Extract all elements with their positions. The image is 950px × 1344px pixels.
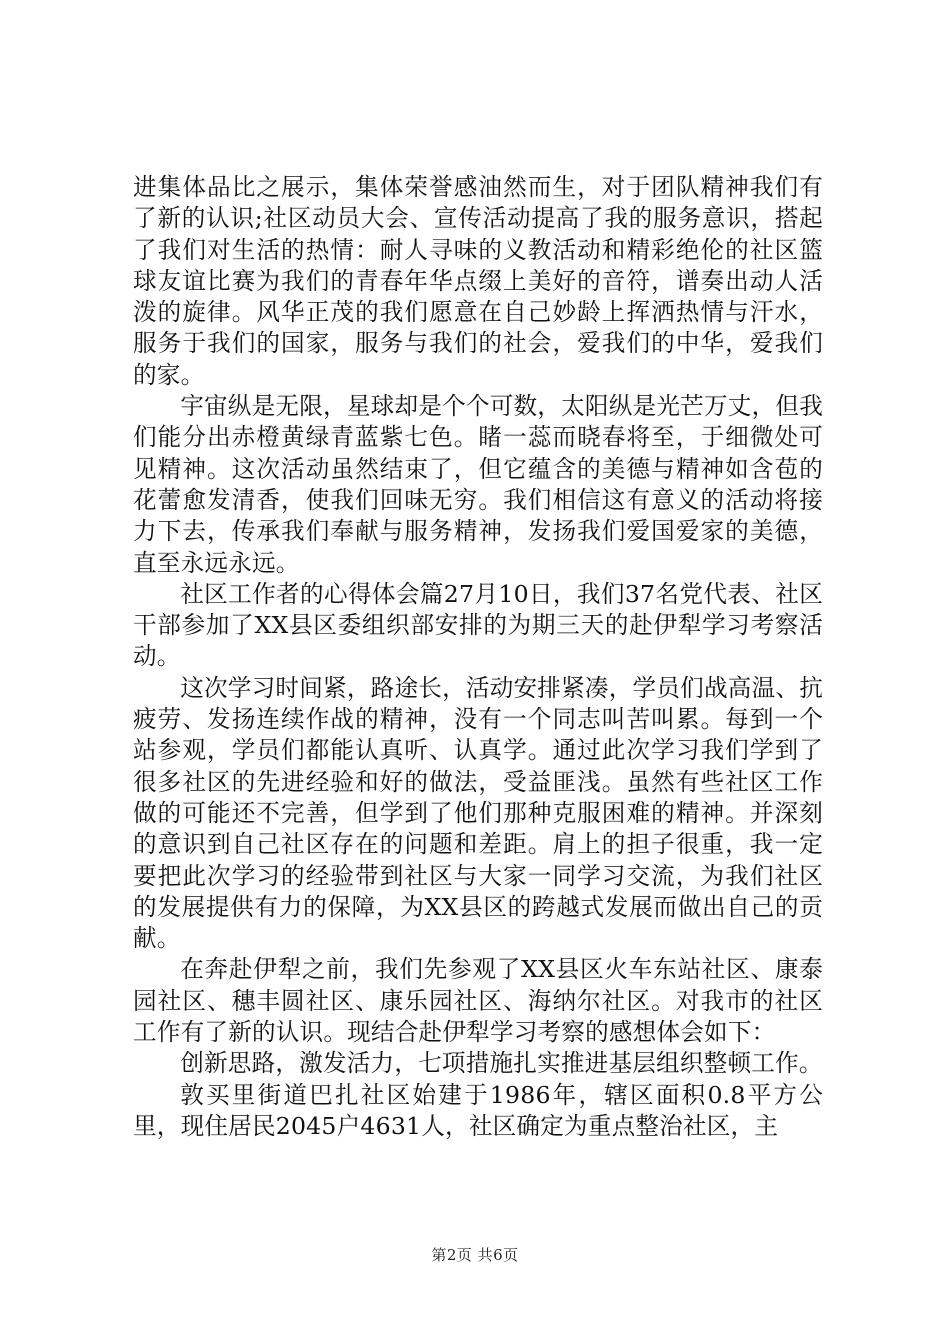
paragraph-4: 这次学习时间紧，路途长，活动安排紧凑，学员们战高温、抗疲劳、发扬连续作战的精神，没有一个同志叫苦叫累。每到一个站参观，学员们都能认真听、认真学。通过此次学习我们学到了很多社区的先进经验和好的做法，受益匪浅。虽然有些社区工作做的可能还不完善，但学到了他们那种克服困难的精神。并深刻的意识到自己社区存在的问题和差距。肩上的担子很重，我一定要把此次学习的经验带到社区与大家一同学习交流，为我们社区的发展提供有力的保障，为XX县区的跨越式发展而做出自己的贡献。 bbox=[133, 673, 823, 953]
document-body bbox=[133, 172, 823, 1142]
paragraph-1: 进集体品比之展示，集体荣誉感油然而生，对于团队精神我们有了新的认识;社区动员大会、宣传活动提高了我的服务意识，搭起了我们对生活的热情：耐人寻味的义教活动和精彩绝伦的社区篮球友谊比赛为我们的青春年华点缀上美好的音符，谱奏出动人活泼的旋律。风华正茂的我们愿意在自己妙龄上挥洒热情与汗水，服务于我们的国家，服务与我们的社会，爱我们的中华，爱我们的家。 bbox=[133, 173, 823, 389]
paragraph-5: 在奔赴伊犁之前，我们先参观了XX县区火车东站社区、康泰园社区、穗丰圆社区、康乐园社区、海纳尔社区。对我市的社区工作有了新的认识。现结合赴伊犁学习考察的感想体会如下： bbox=[133, 955, 823, 1047]
page-number-footer: 第2页 共6页 bbox=[431, 1246, 519, 1264]
paragraph-3: 社区工作者的心得体会篇27月10日，我们37名党代表、社区干部参加了XX县区委组织部安排的为期三天的赴伊犁学习考察活动。 bbox=[133, 579, 823, 671]
paragraph-7: 敦买里街道巴扎社区始建于1986年，辖区面积0.8平方公里，现住居民2045户4631人，社区确定为重点整治社区，主 bbox=[133, 1080, 823, 1140]
paragraph-6: 创新思路，激发活力，七项措施扎实推进基层组织整顿工作。 bbox=[180, 1049, 823, 1078]
paragraph-2: 宇宙纵是无限，星球却是个个可数，太阳纵是光芒万丈，但我们能分出赤橙黄绿青蓝紫七色。睹一蕊而晓春将至，于细微处可见精神。这次活动虽然结束了，但它蕴含的美德与精神如含苞的花蕾愈发清香，使我们回味无穷。我们相信这有意义的活动将接力下去，传承我们奉献与服务精神，发扬我们爱国爱家的美德，直至永远永远。 bbox=[133, 392, 823, 577]
